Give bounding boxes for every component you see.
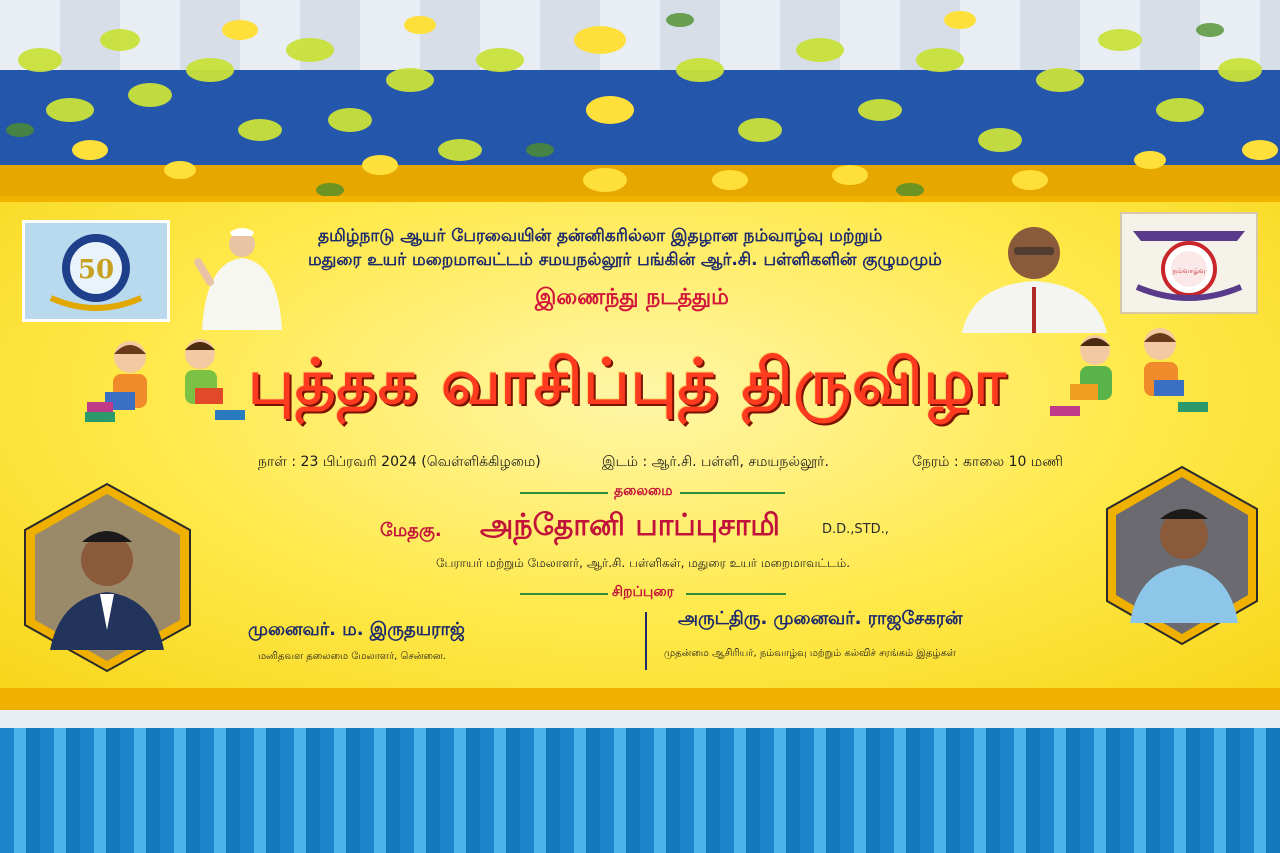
pope-photo [192,222,292,330]
presiding-name: அந்தோனி பாப்புசாமி [480,508,780,543]
jubilee-emblem-icon [31,226,161,316]
hanging-leaves-decoration [0,0,1280,215]
special-address-heading: சிறப்புரை [612,584,674,600]
seal-text: நம்வாழ்வு [1172,267,1206,275]
special-line-left [520,593,608,595]
jubilee-number: 50 [77,255,115,285]
kids-reading-illustration-right [1050,322,1210,432]
presiding-degrees: D.D.,STD., [822,522,889,537]
golden-jubilee-logo [22,220,170,322]
speaker1-name: முனைவர். ம. இருதயராஜ் [248,619,465,640]
organizers-line-1: தமிழ்நாடு ஆயர் பேரவையின் தன்னிகரில்லா இதழான நம்வாழ்வு மற்றும் [318,226,883,246]
namvazhvu-logo [1120,212,1258,314]
namvazhvu-seal-icon [1127,217,1251,309]
archbishop-photo [962,215,1107,333]
joint-organized-label: இணைந்து நடத்தும் [535,285,729,310]
special-line-right [686,593,786,595]
presiding-heading: தலைமை [614,483,673,499]
speaker2-name: அருட்திரு. முனைவர். ராஜசேகரன் [678,608,963,629]
event-title: புத்தக வாசிப்புத் திருவிழா [248,345,1007,418]
organizers-line-2: மதுரை உயர் மறைமாவட்டம் சமயநல்லூர் பங்கின் ஆர்.சி. பள்ளிகளின் குழுமமும் [308,250,942,270]
speaker-divider [645,612,647,670]
presiding-description: பேராயர் மற்றும் மேலாளர், ஆர்.சி. பள்ளிகள், மதுரை உயர் மறைமாவட்டம். [436,556,851,570]
stage-curtain [0,710,1280,853]
speaker2-description: முதன்மை ஆசிரியர், நம்வாழ்வு மற்றும் கல்விச் சரங்கம் இதழ்கள் [664,648,956,659]
speaker1-hexagon-photo [20,480,195,675]
kids-reading-illustration-left [85,332,250,442]
presiding-line-left [520,492,608,494]
curtain-top-band [0,710,1280,728]
event-date: நாள் : 23 பிப்ரவரி 2024 (வெள்ளிக்கிழமை) [258,454,541,470]
speaker2-hexagon-photo [1102,463,1262,648]
presiding-prefix: மேதகு. [380,520,442,541]
presiding-line-right [680,492,785,494]
speaker1-description: மனிதவள தலைமை மேலாளர், சென்னை. [258,651,446,662]
event-place: இடம் : ஆர்.சி. பள்ளி, சமயநல்லூர். [602,454,829,470]
event-time: நேரம் : காலை 10 மணி [912,454,1063,470]
